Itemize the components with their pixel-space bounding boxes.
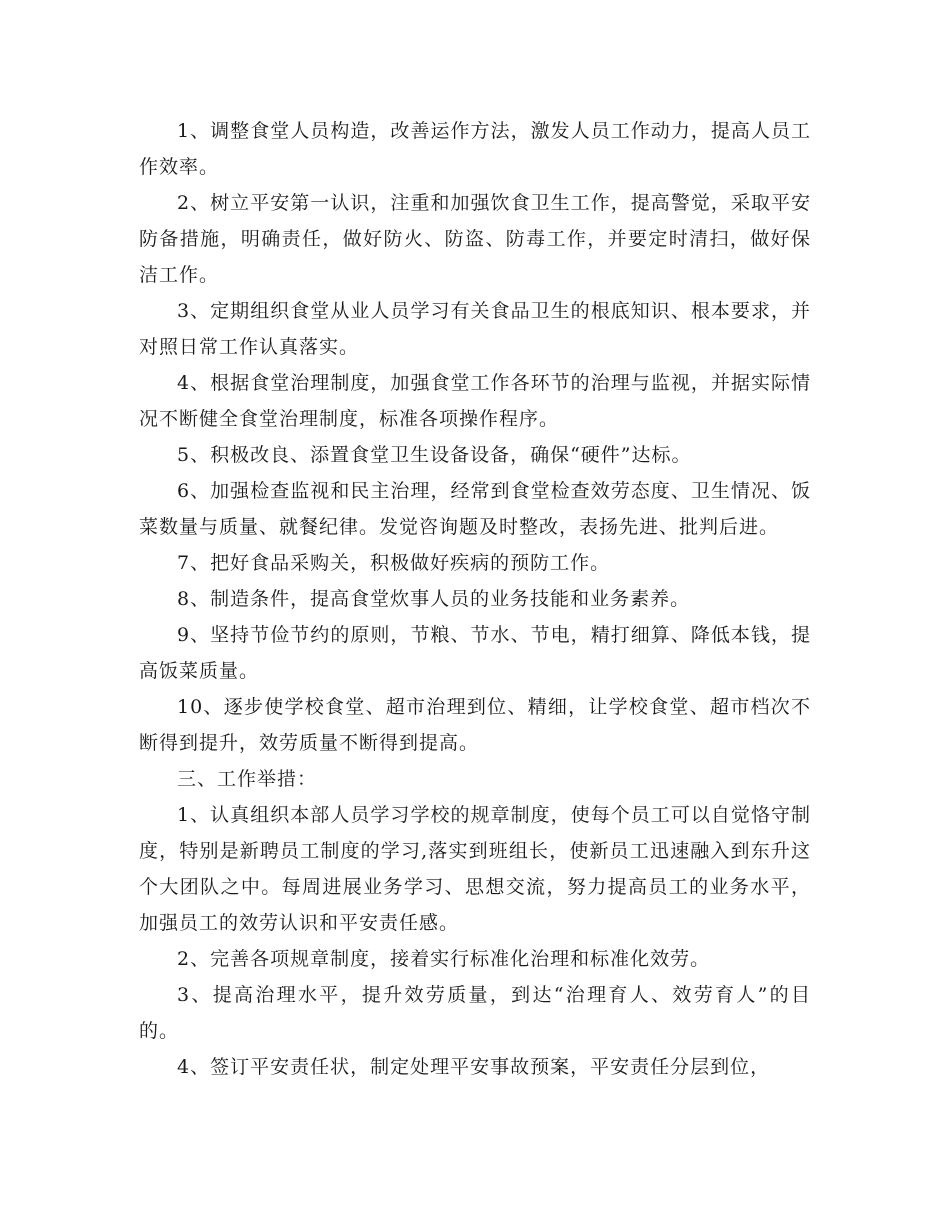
- paragraph-5: 5、积极改良、添置食堂卫生设备设备，确保“硬件”达标。: [177, 444, 692, 466]
- paragraph-3: 3、定期组织食堂从业人员学习有关食品卫生的根底知识、根本要求，并对照日常工作认真落实。: [139, 300, 811, 358]
- paragraph-6: 6、加强检查监视和民主治理，经常到食堂检查效劳态度、卫生情况、饭菜数量与质量、就餐纪律。发觉咨询题及时整改，表扬先进、批判后进。: [139, 480, 811, 538]
- measure-paragraph-3: 3、提高治理水平，提升效劳质量，到达“治理育人、效劳育人”的目的。: [139, 984, 811, 1042]
- paragraph-4: 4、根据食堂治理制度，加强食堂工作各环节的治理与监视，并据实际情况不断健全食堂治理制度，标准各项操作程序。: [139, 372, 811, 430]
- measure-paragraph-1: 1、认真组织本部人员学习学校的规章制度，使每个员工可以自觉恪守制度，特别是新聘员工制度的学习,落实到班组长，使新员工迅速融入到东升这个大团队之中。每周进展业务学习、思想交流，努力提高员工的业务水平，加强员工的效劳认识和平安责任感。: [139, 804, 811, 934]
- measure-paragraph-4: 4、签订平安责任状，制定处理平安事故预案，平安责任分层到位，: [177, 1056, 771, 1078]
- paragraph-7: 7、把好食品采购关，积极做好疾病的预防工作。: [177, 552, 611, 574]
- paragraph-1: 1、调整食堂人员构造，改善运作方法，激发人员工作动力，提高人员工作效率。: [139, 120, 811, 178]
- document-body: [139, 113, 811, 1085]
- paragraph-8: 8、制造条件，提高食堂炊事人员的业务技能和业务素养。: [177, 588, 691, 610]
- paragraph-2: 2、树立平安第一认识，注重和加强饮食卫生工作，提高警觉，采取平安防备措施，明确责任，做好防火、防盗、防毒工作，并要定时清扫，做好保洁工作。: [139, 192, 811, 286]
- paragraph-10: 10、逐步使学校食堂、超市治理到位、精细，让学校食堂、超市档次不断得到提升，效劳质量不断得到提高。: [139, 696, 811, 754]
- section-heading-measures: 三、工作举措：: [177, 768, 318, 790]
- measure-paragraph-2: 2、完善各项规章制度，接着实行标准化治理和标准化效劳。: [177, 948, 711, 970]
- paragraph-9: 9、坚持节俭节约的原则，节粮、节水、节电，精打细算、降低本钱，提高饭菜质量。: [139, 624, 811, 682]
